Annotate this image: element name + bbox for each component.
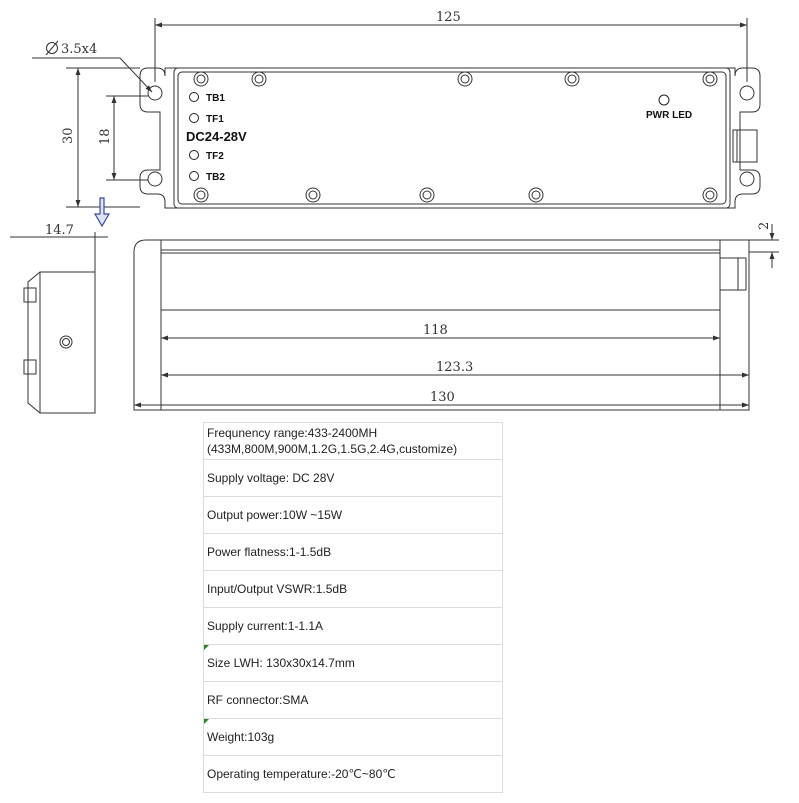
spec-cell-output-power: [204, 497, 503, 534]
table-row: [204, 719, 503, 756]
spec-text: Input/Output VSWR:1.5dB: [207, 582, 348, 596]
label-pwr-led: PWR LED: [646, 110, 693, 121]
table-row: [204, 423, 503, 460]
label-voltage: DC24-28V: [186, 129, 247, 144]
table-row: [204, 571, 503, 608]
spec-table: [203, 422, 503, 793]
spec-cell-frequency: [204, 423, 503, 460]
table-row: [204, 608, 503, 645]
cell-marker-icon: [204, 719, 209, 724]
table-row: [204, 497, 503, 534]
view-arrow-icon: [95, 198, 109, 226]
label-tf2: TF2: [206, 151, 224, 162]
spec-text: Frequnency range:433-2400MH: [207, 426, 378, 440]
side-view: [10, 232, 108, 413]
spec-cell-weight: [204, 719, 503, 756]
spec-cell-rf-connector: [204, 682, 503, 719]
spec-cell-size: [204, 645, 503, 682]
spec-text: Output power:10W ~15W: [207, 508, 343, 522]
dimension-label-18: 18: [98, 128, 113, 145]
spec-text: RF connector:SMA: [207, 693, 309, 707]
spec-cell-power-flatness: [204, 534, 503, 571]
spec-cell-vswr: [204, 571, 503, 608]
spec-text: Supply voltage: DC 28V: [207, 471, 335, 485]
cell-marker-icon: [204, 645, 209, 650]
dimension-label-123-3: 123.3: [436, 360, 474, 375]
label-tf1: TF1: [206, 114, 224, 125]
dimension-label-125: 125: [436, 10, 461, 25]
dimension-label-2: 2: [757, 221, 772, 230]
spec-text: Supply current:1-1.1A: [207, 619, 324, 633]
label-tb2: TB2: [206, 172, 225, 183]
spec-text: Size LWH: 130x30x14.7mm: [207, 656, 355, 670]
spec-cell-supply-current: [204, 608, 503, 645]
spec-text: Weight:103g: [207, 730, 275, 744]
table-row: [204, 534, 503, 571]
dimension-label-130: 130: [430, 390, 455, 405]
spec-cell-supply-voltage: [204, 460, 503, 497]
dimension-label-30: 30: [61, 127, 76, 144]
dimension-label-118: 118: [423, 323, 448, 338]
screw-icons: [194, 72, 717, 202]
led-icons: [190, 93, 670, 181]
table-row: [204, 756, 503, 793]
label-tb1: TB1: [206, 93, 225, 104]
table-row: [204, 682, 503, 719]
spec-text: Operating temperature:-20℃~80℃: [207, 767, 396, 781]
table-row: [204, 645, 503, 682]
dimension-label-14-7: 14.7: [45, 223, 74, 238]
table-row: [204, 460, 503, 497]
hole-spec-leader: [32, 58, 152, 92]
diameter-icon: [46, 41, 58, 55]
spec-text: (433M,800M,900M,1.2G,1.5G,2.4G,customize): [207, 442, 458, 456]
spec-cell-temperature: [204, 756, 503, 793]
spec-text: Power flatness:1-1.5dB: [207, 545, 332, 559]
dimension-label-hole: 3.5x4: [61, 42, 98, 57]
